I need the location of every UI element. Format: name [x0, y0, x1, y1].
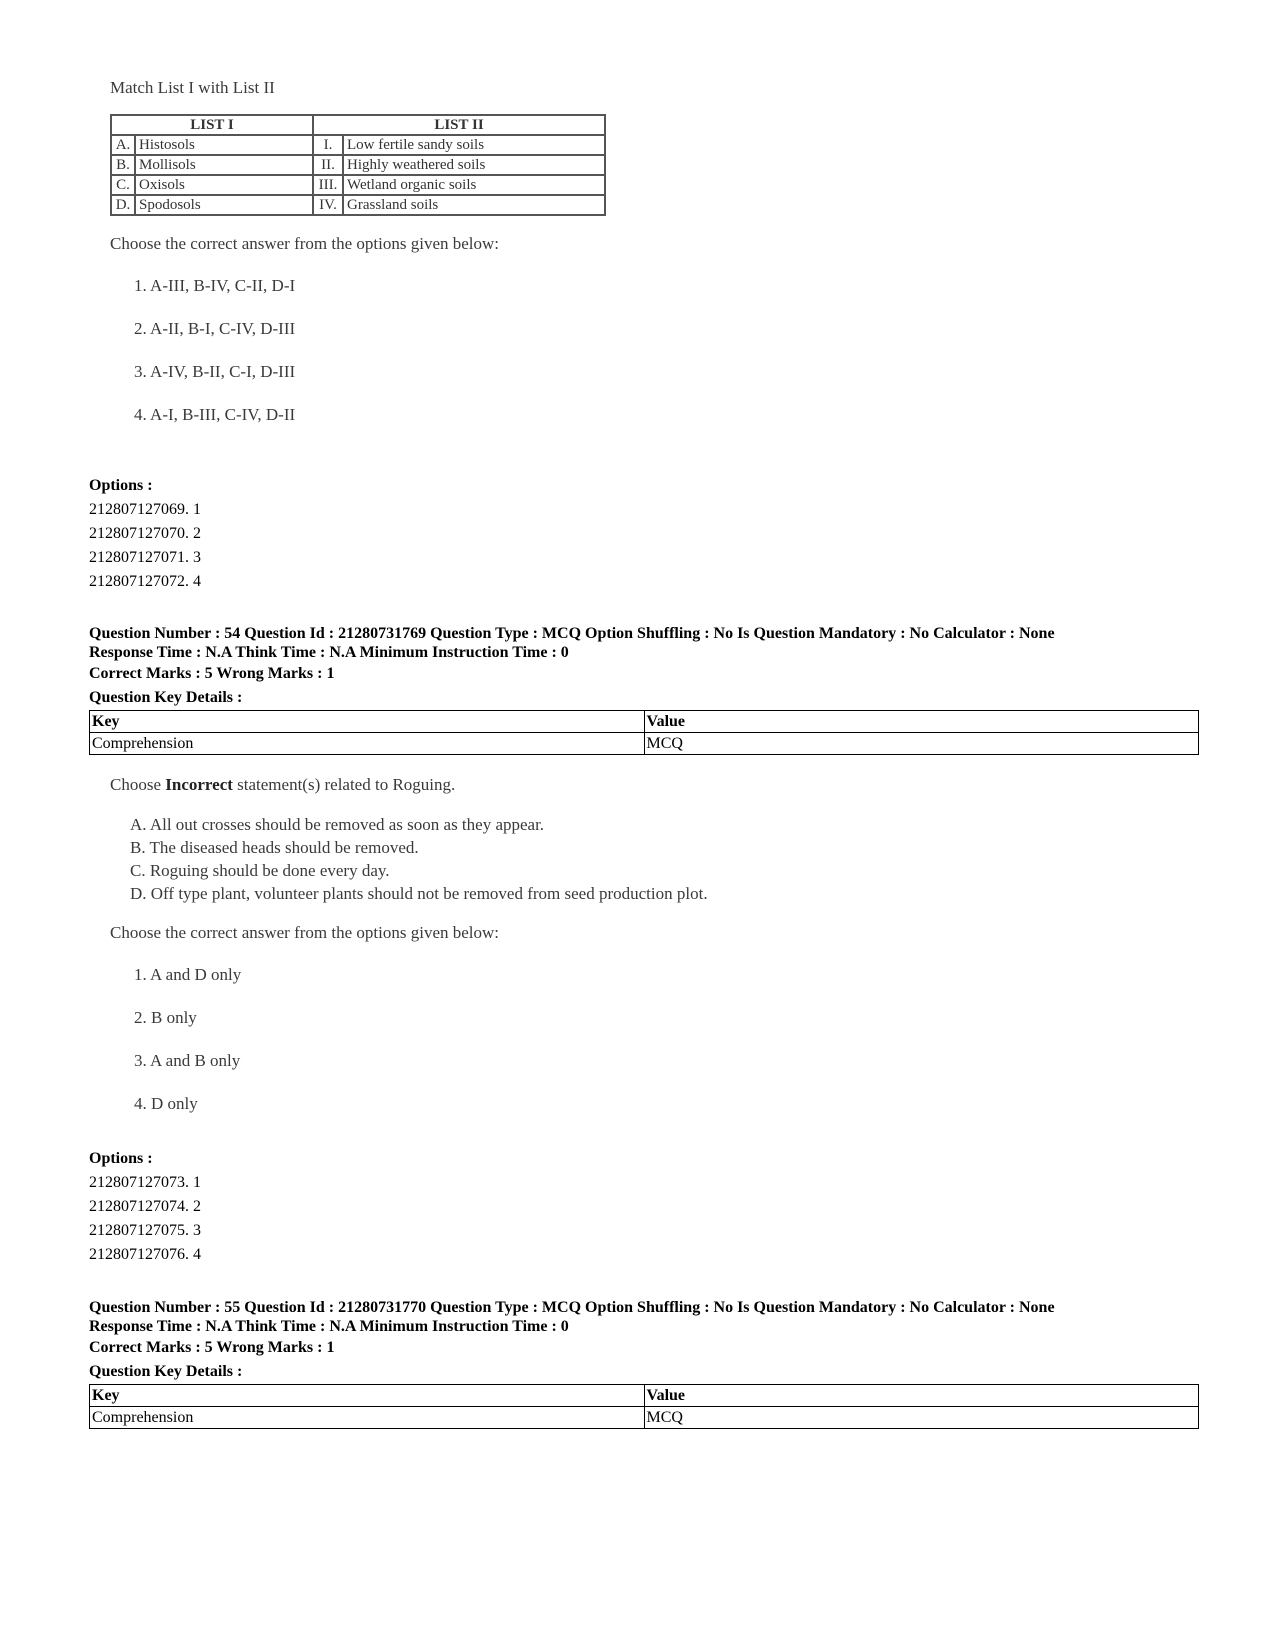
- list-2-header: LIST II: [313, 115, 605, 135]
- q54-question-image: [110, 775, 708, 1114]
- q54-prompt-post: statement(s) related to Roguing.: [232, 775, 456, 794]
- key-table-row: [90, 733, 1199, 755]
- match-list-row: [111, 135, 605, 155]
- q54-meta-line-2: Response Time : N.A Think Time : N.A Minimum Instruction Time : 0: [89, 644, 569, 661]
- list-1-index: D.: [111, 195, 135, 215]
- list-1-item: Histosols: [135, 135, 313, 155]
- list-2-item: Low fertile sandy soils: [343, 135, 605, 155]
- q53-prompt: Match List I with List II: [110, 78, 275, 97]
- match-list-table: [110, 114, 606, 216]
- list-2-index: III.: [313, 175, 343, 195]
- option-line: 212807127075. 3: [89, 1222, 201, 1239]
- key-table-header-row: [90, 1385, 1199, 1407]
- list-1-item: Mollisols: [135, 155, 313, 175]
- list-1-index: B.: [111, 155, 135, 175]
- options-label: Options :: [89, 477, 153, 494]
- q55-key-table: [89, 1384, 1199, 1429]
- q54-answer-4: 4. D only: [134, 1094, 198, 1113]
- list-1-index: A.: [111, 135, 135, 155]
- q54-header: [89, 624, 1199, 755]
- q55-meta-line-1: Question Number : 55 Question Id : 21280731770 Question Type : MCQ Option Shuffling : No Is Question Mandatory : No Calculator : None: [89, 1299, 1055, 1316]
- q54-prompt: [110, 775, 708, 795]
- list-2-item: Wetland organic soils: [343, 175, 605, 195]
- option-line: 212807127074. 2: [89, 1198, 201, 1215]
- value-cell: MCQ: [644, 1407, 1199, 1429]
- q54-choose-text: Choose the correct answer from the options given below:: [110, 923, 500, 942]
- value-header: Value: [644, 1385, 1199, 1407]
- key-header: Key: [90, 711, 645, 733]
- option-line: 212807127076. 4: [89, 1246, 201, 1263]
- q55-marks: Correct Marks : 5 Wrong Marks : 1: [89, 1339, 335, 1356]
- q53-answer-2: 2. A-II, B-I, C-IV, D-III: [134, 319, 296, 338]
- key-table-header-row: [90, 711, 1199, 733]
- q54-statement-d: D. Off type plant, volunteer plants should not be removed from seed production plot.: [130, 884, 708, 903]
- q54-options: [89, 1147, 1199, 1267]
- option-line: 212807127072. 4: [89, 573, 201, 590]
- option-line: 212807127069. 1: [89, 501, 201, 518]
- list-2-index: I.: [313, 135, 343, 155]
- q54-answer-2: 2. B only: [134, 1008, 197, 1027]
- q54-answer-1: 1. A and D only: [134, 965, 242, 984]
- q53-answer-1: 1. A-III, B-IV, C-II, D-I: [134, 276, 296, 295]
- q54-prompt-bold: Incorrect: [165, 775, 233, 794]
- value-header: Value: [644, 711, 1199, 733]
- q53-options: [89, 474, 1199, 594]
- list-2-item: Highly weathered soils: [343, 155, 605, 175]
- match-list-row: [111, 175, 605, 195]
- q53-answer-4: 4. A-I, B-III, C-IV, D-II: [134, 405, 296, 424]
- key-table-row: [90, 1407, 1199, 1429]
- q53-answer-3: 3. A-IV, B-II, C-I, D-III: [134, 362, 296, 381]
- q53-choose-text: Choose the correct answer from the options given below:: [110, 234, 500, 253]
- list-2-item: Grassland soils: [343, 195, 605, 215]
- key-cell: Comprehension: [90, 1407, 645, 1429]
- q54-statement-c: C. Roguing should be done every day.: [130, 861, 390, 880]
- list-1-item: Spodosols: [135, 195, 313, 215]
- q54-answer-3: 3. A and B only: [134, 1051, 241, 1070]
- key-header: Key: [90, 1385, 645, 1407]
- list-1-index: C.: [111, 175, 135, 195]
- option-line: 212807127073. 1: [89, 1174, 201, 1191]
- list-1-item: Oxisols: [135, 175, 313, 195]
- list-2-index: II.: [313, 155, 343, 175]
- q54-statement-b: B. The diseased heads should be removed.: [130, 838, 419, 857]
- option-line: 212807127070. 2: [89, 525, 201, 542]
- q54-key-details-label: Question Key Details :: [89, 689, 243, 706]
- q54-prompt-pre: Choose: [110, 775, 166, 794]
- option-line: 212807127071. 3: [89, 549, 201, 566]
- q53-question-image: [110, 78, 606, 425]
- key-cell: Comprehension: [90, 733, 645, 755]
- value-cell: MCQ: [644, 733, 1199, 755]
- q55-header: [89, 1298, 1199, 1429]
- q55-key-details-label: Question Key Details :: [89, 1363, 243, 1380]
- q54-meta-line-1: Question Number : 54 Question Id : 21280731769 Question Type : MCQ Option Shuffling : No Is Question Mandatory : No Calculator : None: [89, 625, 1055, 642]
- match-list-row: [111, 195, 605, 215]
- match-list-header-row: [111, 115, 605, 135]
- q55-meta-line-2: Response Time : N.A Think Time : N.A Minimum Instruction Time : 0: [89, 1318, 569, 1335]
- list-2-index: IV.: [313, 195, 343, 215]
- q54-key-table: [89, 710, 1199, 755]
- options-label: Options :: [89, 1150, 153, 1167]
- list-1-header: LIST I: [111, 115, 313, 135]
- q54-marks: Correct Marks : 5 Wrong Marks : 1: [89, 665, 335, 682]
- q54-statement-a: A. All out crosses should be removed as soon as they appear.: [130, 815, 545, 834]
- match-list-row: [111, 155, 605, 175]
